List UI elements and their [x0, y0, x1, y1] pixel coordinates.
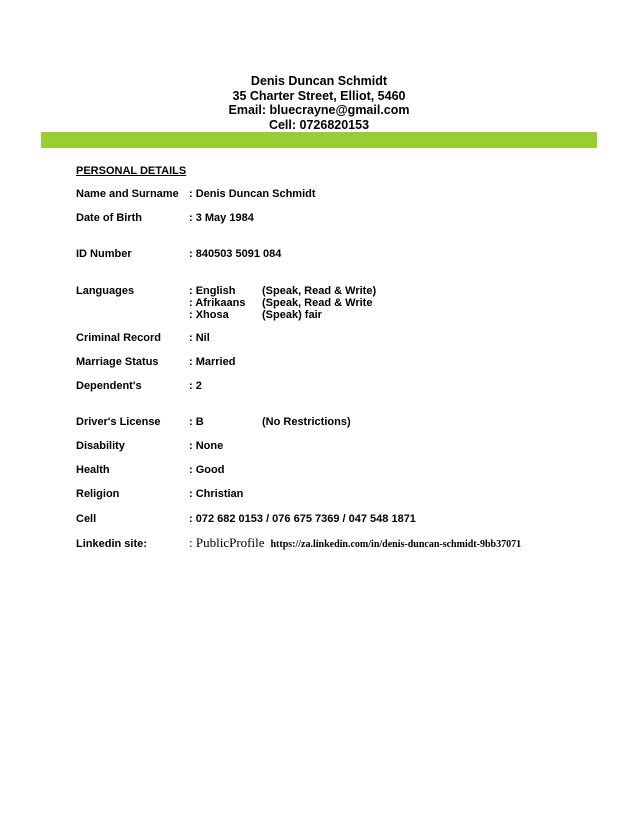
- detail-label: Languages: [76, 285, 135, 297]
- detail-label: Date of Birth: [76, 212, 142, 224]
- candidate-address: 35 Charter Street, Elliot, 5460: [232, 88, 406, 103]
- detail-value: : Christian: [189, 488, 244, 500]
- detail-label: ID Number: [76, 248, 132, 260]
- detail-value: : Good: [189, 464, 225, 476]
- language-item: [76, 285, 476, 297]
- header-divider-bar: [41, 132, 597, 148]
- detail-label: Name and Surname: [76, 188, 179, 200]
- linkedin-value: [189, 537, 521, 551]
- section-title-personal-details: PERSONAL DETAILS: [76, 165, 187, 177]
- detail-value: : None: [189, 440, 224, 452]
- detail-value: : 2: [189, 380, 202, 392]
- detail-label: Linkedin site:: [76, 538, 147, 550]
- language-name: : Xhosa: [189, 309, 229, 321]
- detail-label: Religion: [76, 488, 120, 500]
- language-proficiency: (Speak, Read & Write): [262, 285, 377, 297]
- language-item: [76, 297, 476, 309]
- candidate-cell: Cell: 0726820153: [268, 117, 370, 132]
- detail-label: Disability: [76, 440, 125, 452]
- linkedin-prefix: : PublicProfile: [189, 535, 265, 550]
- candidate-name: Denis Duncan Schmidt: [250, 74, 388, 88]
- detail-value: : B: [189, 416, 204, 428]
- detail-label: Cell: [76, 513, 97, 525]
- detail-note: (No Restrictions): [262, 416, 351, 428]
- language-name: : Afrikaans: [189, 297, 246, 309]
- detail-value: : 840503 5091 084: [189, 248, 282, 260]
- detail-label: Driver's License: [76, 416, 161, 428]
- detail-label: Marriage Status: [76, 356, 159, 368]
- detail-label: Health: [76, 464, 110, 476]
- language-name: : English: [189, 285, 236, 297]
- language-proficiency: (Speak, Read & Write: [262, 297, 373, 309]
- detail-label: Criminal Record: [76, 332, 161, 344]
- language-proficiency: (Speak) fair: [262, 309, 322, 321]
- detail-value: : 072 682 0153 / 076 675 7369 / 047 548 1871: [189, 513, 416, 525]
- detail-value: : Nil: [189, 332, 210, 344]
- detail-value: : Denis Duncan Schmidt: [189, 188, 316, 200]
- detail-value: : 3 May 1984: [189, 212, 254, 224]
- detail-value: : Married: [189, 356, 236, 368]
- candidate-email: Email: bluecrayne@gmail.com: [228, 103, 410, 117]
- language-item: [76, 309, 476, 321]
- detail-label: Dependent's: [76, 380, 142, 392]
- linkedin-url-link[interactable]: https://za.linkedin.com/in/denis-duncan-schmidt-9bb37071: [270, 539, 522, 550]
- resume-header: [0, 74, 638, 132]
